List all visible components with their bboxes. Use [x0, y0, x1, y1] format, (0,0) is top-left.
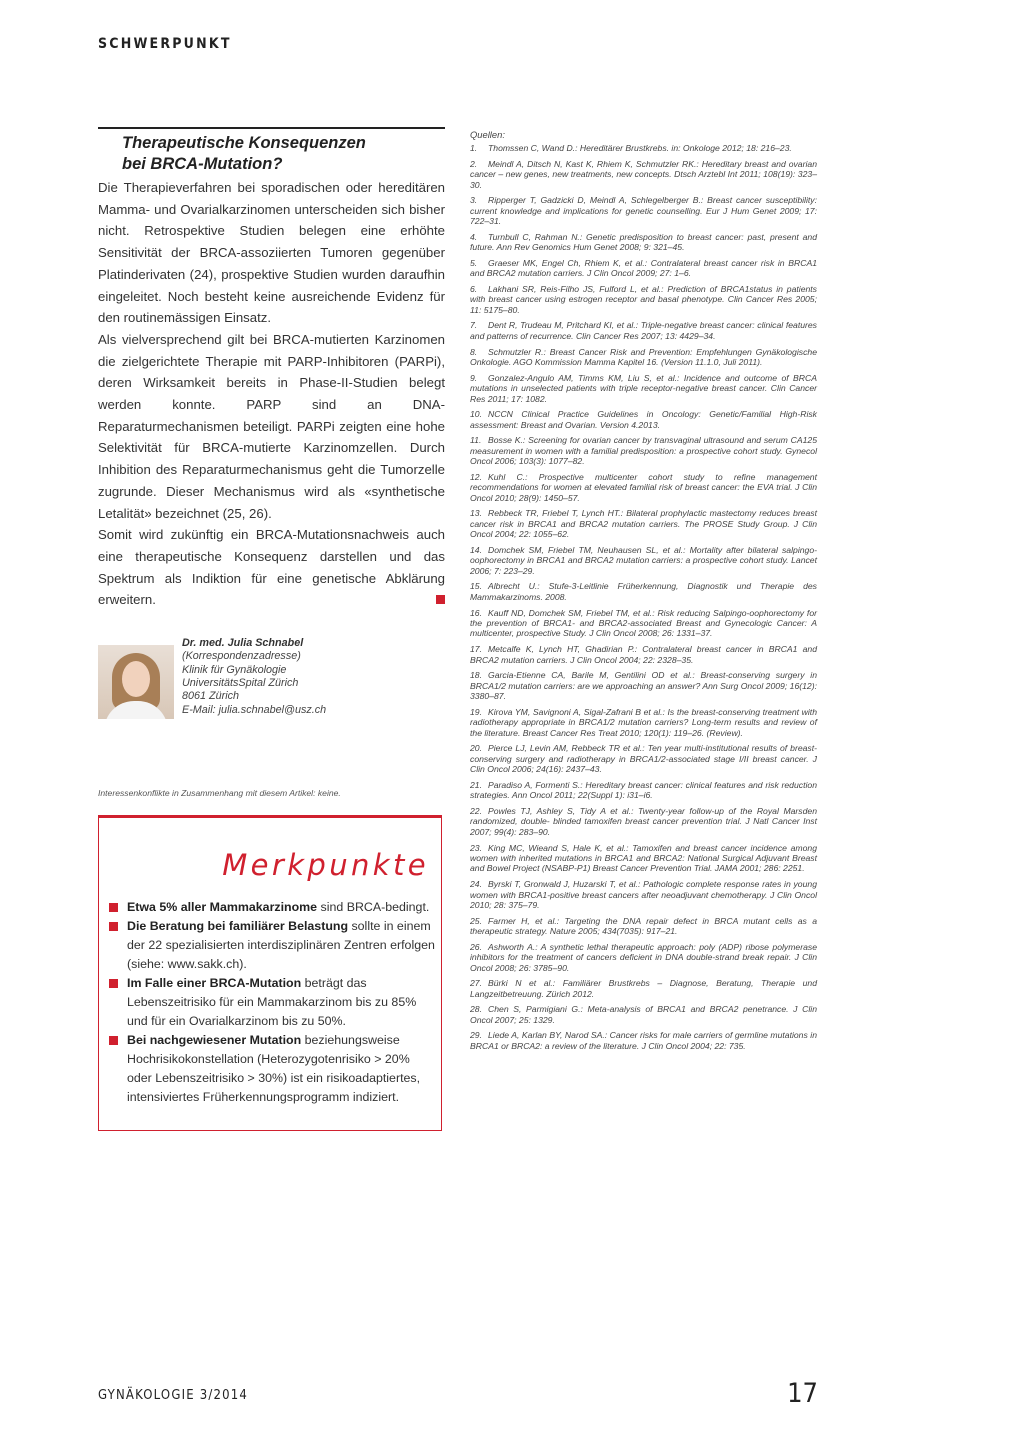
author-photo: [98, 645, 174, 719]
reference-number: 28.: [470, 1004, 482, 1015]
reference-item: [470, 409, 817, 430]
reference-text: Bosse K.: Screening for ovarian cancer by transvaginal ultrasound and serum CA125 measurement in women with a familial predisposition: a prospective cohort study. Gynecol Oncol 2006; 103(3): 1077–82.: [470, 435, 817, 467]
reference-item: [470, 916, 817, 937]
square-bullet-icon: [109, 1036, 118, 1045]
conflict-statement: Interessenkonflikte in Zusammenhang mit diesem Artikel: keine.: [98, 788, 341, 798]
reference-number: 25.: [470, 915, 482, 926]
merkpunkte-title: Merkpunkte: [222, 848, 429, 882]
author-line: Klinik für Gynäkologie: [182, 663, 287, 676]
list-item: [109, 898, 437, 917]
reference-item: [470, 159, 817, 190]
reference-number: 14.: [470, 544, 482, 555]
reference-number: 19.: [470, 706, 482, 717]
author-name: Dr. med. Julia Schnabel: [182, 637, 304, 650]
title-rule: [98, 127, 445, 129]
reference-item: [470, 806, 817, 837]
page-number: 17: [787, 1378, 818, 1409]
reference-item: [470, 644, 817, 665]
reference-item: [470, 942, 817, 973]
reference-item: [470, 373, 817, 404]
reference-item: [470, 978, 817, 999]
item-bold: Bei nachgewiesener Mutation: [127, 1033, 302, 1047]
reference-item: [470, 284, 817, 315]
square-bullet-icon: [109, 979, 118, 988]
article-body: [98, 177, 445, 611]
reference-number: 5.: [470, 257, 478, 268]
reference-number: 7.: [470, 320, 478, 331]
reference-item: [470, 508, 817, 539]
item-text: beziehungsweise Hochrisikokonstellation (Heterozygotenrisiko > 20% oder Lebenszeitrisiko > 30%) ist ein risikoadaptiertes, intensiviertes Früherkennungsprogramm indiziert.: [127, 1033, 421, 1104]
reference-text: Garcia-Etienne CA, Barile M, Gentilini OD et al.: Breast-conserving surgery in BRCA1/2 mutation carriers: are we approaching an answer? Ann Surg Oncol 2009; 16(12): 3380–87.: [470, 670, 817, 702]
reference-number: 12.: [470, 471, 482, 482]
reference-text: Kirova YM, Savignoni A, Sigal-Zafrani B et al.: Is the breast-conserving treatment with radiotherapy appropriate in BRCA1/2 mutation carriers? Long-term results and review of the literature. Breast Cancer Res Treat 2010; 120(1): 119–26. (Review).: [470, 706, 817, 738]
reference-number: 20.: [470, 743, 482, 754]
reference-number: 21.: [470, 779, 482, 790]
reference-text: Ripperger T, Gadzicki D, Meindl A, Schlegelberger B.: Breast cancer susceptibility: current knowledge and implications for genetic counselling. Eur J Hum Genet 2009; 17: 722–31.: [470, 195, 817, 227]
item-text: sind BRCA-bedingt.: [317, 900, 430, 914]
reference-number: 9.: [470, 372, 478, 383]
reference-text: Graeser MK, Engel Ch, Rhiem K, et al.: Contralateral breast cancer risk in BRCA1 and BRCA2 mutation carriers. J Clin Oncol 2009; 27: 1–6.: [470, 257, 817, 279]
reference-number: 13.: [470, 508, 482, 519]
item-text: sollte in einem der 22 spezialisierten interdisziplinären Zentren erfolgen (siehe: www.sakk.ch).: [127, 919, 435, 971]
reference-number: 24.: [470, 879, 482, 890]
reference-text: NCCN Clinical Practice Guidelines in Oncology: Genetic/Familial High-Risk assessment: Breast and Ovarian. Version 4.2013.: [470, 409, 817, 430]
list-item: [109, 1031, 437, 1107]
reference-text: Liede A, Karlan BY, Narod SA.: Cancer risks for male carriers of germline mutations in BRCA1 or BRCA2: a review of the literature. J Clin Oncol 2004; 22: 735.: [470, 1030, 817, 1051]
item-bold: Die Beratung bei familiärer Belastung: [127, 919, 349, 933]
section-title-line2: bei BRCA-Mutation?: [122, 155, 283, 173]
reference-number: 17.: [470, 644, 482, 655]
reference-item: [470, 1030, 817, 1051]
reference-text: Bürki N et al.: Familiärer Brustkrebs – Diagnose, Beratung, Therapie und Langzeitbetreuung. Zürich 2012.: [470, 978, 817, 999]
reference-item: [470, 670, 817, 701]
reference-text: Rebbeck TR, Friebel T, Lynch HT.: Bilateral prophylactic mastectomy reduces breast cancer risk in BRCA1 and BRCA2 mutation carriers. The PROSE Study Group. J Clin Oncol 2004; 22: 1055–62.: [470, 508, 817, 540]
reference-item: [470, 743, 817, 774]
reference-item: [470, 843, 817, 874]
square-bullet-icon: [109, 903, 118, 912]
reference-number: 27.: [470, 978, 482, 989]
reference-item: [470, 780, 817, 801]
reference-number: 3.: [470, 195, 478, 206]
reference-number: 22.: [470, 805, 482, 816]
reference-text: Schmutzler R.: Breast Cancer Risk and Prevention: Empfehlungen Gynäkologische Onkologie. AGO Kommission Mamma Kapitel 16. (Version 11.1.0, Juli 2011).: [470, 346, 817, 368]
list-item: [109, 974, 437, 1031]
reference-text: King MC, Wieand S, Hale K, et al.: Tamoxifen and breast cancer incidence among women with inherited mutations in BRCA1 and BRCA2: National Surgical Adjuvant Breast and Bowel Project (NSABP-P1) Breast Cancer Prevention Trial. JAMA 2001; 286: 2251.: [470, 842, 817, 874]
reference-item: [470, 258, 817, 279]
reference-item: [470, 195, 817, 226]
reference-number: 4.: [470, 231, 478, 242]
reference-item: [470, 707, 817, 738]
author-block: [98, 637, 445, 721]
reference-item: [470, 1004, 817, 1025]
reference-item: [470, 435, 817, 466]
reference-text: Farmer H, et al.: Targeting the DNA repair defect in BRCA mutant cells as a therapeutic strategy. Nature 2005; 434(7035): 917–21.: [470, 915, 817, 937]
author-line: 8061 Zürich: [182, 690, 240, 703]
reference-item: [470, 545, 817, 576]
list-item: [109, 917, 437, 974]
reference-text: Byrski T, Gronwald J, Huzarski T, et al.: Pathologic complete response rates in young women with BRCA1-positive breast cancers after neoadjuvant chemotherapy. J Clin Oncol 2010; 28: 375–79.: [470, 879, 817, 910]
item-bold: Etwa 5% aller Mammakarzinome: [127, 900, 318, 914]
reference-text: Chen S, Parmigiani G.: Meta-analysis of BRCA1 and BRCA2 penetrance. J Clin Oncol 2007; 25: 1329.: [470, 1004, 817, 1025]
reference-text: Pierce LJ, Levin AM, Rebbeck TR et al.: Ten year multi-institutional results of breast-conserving surgery and radiotherapy in BRCA1/2-associated stage I/II breast cancer. J Clin Oncol 2006; 24(16): 2437–43.: [470, 743, 817, 775]
reference-number: 15.: [470, 581, 482, 592]
author-line: (Korrespondenzadresse): [182, 650, 301, 663]
reference-item: [470, 232, 817, 253]
reference-number: 26.: [470, 941, 482, 952]
reference-text: Domchek SM, Friebel TM, Neuhausen SL, et al.: Mortality after bilateral salpingo-oophorectomy in BRCA1 and BRCA2 mutation carriers: a prospective cohort study. Lancet 2006; 7: 223–29.: [470, 544, 817, 576]
end-of-article-mark: [436, 595, 445, 604]
reference-item: [470, 472, 817, 503]
square-bullet-icon: [109, 922, 118, 931]
author-line: UniversitätsSpital Zürich: [182, 676, 299, 689]
references-label: Quellen:: [470, 129, 505, 140]
reference-number: 11.: [470, 435, 482, 446]
reference-number: 16.: [470, 607, 482, 618]
section-title-line1: Therapeutische Konsequenzen: [122, 134, 366, 152]
item-text: beträgt das Lebenszeitrisiko für ein Mammakarzinom bis zu 85% und für ein Ovarialkarzinom bis zu 50%.: [127, 976, 417, 1028]
reference-text: Powles TJ, Ashley S, Tidy A et al.: Twenty-year follow-up of the Royal Marsden randomized, double- blinded tamoxifen breast cancer prevention trial. J Natl Cancer Inst 2007; 99(4): 283–90.: [470, 805, 817, 837]
paragraph: Als vielversprechend gilt bei BRCA-mutierten Karzinomen die zielgerichtete Therapie mit PARP-Inhibitoren (PARPi), deren Wirksamkeit bereits in Phase-II-Studien belegt werden konnte. PARP sind an DNA-Reparaturmechanismen beteiligt. PARPi zeigten eine hohe Selektivität für BRCA-mutierte Karzinomzellen. Durch Inhibition des Reparaturmechanismus geht die Tumorzelle zugrunde. Dieser Mechanismus wird als «synthetische Letalität» bezeichnet (25, 26).: [98, 331, 445, 521]
section-title: [122, 133, 445, 175]
reference-item: [470, 143, 817, 153]
merkpunkte-list: [109, 898, 437, 1107]
item-bold: Im Falle einer BRCA-Mutation: [127, 976, 302, 990]
reference-item: [470, 608, 817, 639]
section-header: SCHWERPUNKT: [98, 36, 232, 52]
reference-number: 6.: [470, 283, 478, 294]
reference-text: Albrecht U.: Stufe-3-Leitlinie Früherkennung, Diagnostik und Therapie des Mammakarzinoms. 2008.: [470, 581, 817, 602]
reference-number: 8.: [470, 346, 478, 357]
reference-text: Kauff ND, Domchek SM, Friebel TM, et al.: Risk reducing Salpingo-oophorectomy for the prevention of BRCA1- and BRCA2-associated Breast and Gynecologic Cancer: A multicenter, prospective Study. J Clin Oncol 2008; 26: 1331–37.: [470, 607, 817, 639]
author-info: [182, 637, 326, 717]
reference-text: Thomssen C, Wand D.: Hereditärer Brustkrebs. in: Onkologe 2012; 18: 216–23.: [488, 143, 792, 153]
paragraph: [98, 524, 445, 611]
reference-item: [470, 347, 817, 368]
article-column: [98, 127, 445, 721]
reference-number: 18.: [470, 670, 482, 681]
reference-item: [470, 581, 817, 602]
paragraph-text: Somit wird zukünftig ein BRCA-Mutationsnachweis auch eine therapeutische Konsequenz darstellen und das Spektrum als Indiktion für eine genetische Abklärung erweitern.: [98, 527, 445, 608]
reference-text: Paradiso A, Formenti S.: Hereditary breast cancer: clinical features and risk reduction strategies. Ann Oncol 2011; 22(Suppl 1): i31–i6.: [470, 779, 817, 801]
reference-text: Ashworth A.: A synthetic lethal therapeutic approach: poly (ADP) ribose polymerase inhibitors for the treatment of cancers deficient in DNA double-strand break repair. J Clin Oncol 2008; 26: 3785–90.: [470, 941, 817, 973]
reference-number: 1.: [470, 143, 478, 153]
footer-journal: GYNÄKOLOGIE 3/2014: [98, 1388, 249, 1403]
reference-number: 29.: [470, 1030, 482, 1041]
reference-number: 10.: [470, 409, 482, 420]
reference-text: Turnbull C, Rahman N.: Genetic predisposition to breast cancer: past, present and future. Ann Rev Genomics Hum Genet 2008; 9: 321–45.: [470, 231, 817, 253]
merkpunkte-box: [98, 815, 442, 1131]
paragraph: Die Therapieverfahren bei sporadischen oder hereditären Mamma- und Ovarialkarzinomen unterscheiden sich bisher nicht. Retrospektive Studien belegen eine erhöhte Sensitivität der BRCA-assoziierten Tumoren gegenüber Platinderivaten (24), prospektive Studien wurden daraufhin eingeleitet. Noch besteht keine ausreichende Evidenz für den routinemässigen Einsatz.: [98, 180, 445, 326]
reference-number: 23.: [470, 842, 482, 853]
reference-text: Metcalfe K, Lynch HT, Ghadirian P.: Contralateral breast cancer in BRCA1 and BRCA2 mutation carriers. J Clin Oncol 2004; 22: 2328–35.: [470, 644, 817, 665]
reference-text: Kuhl C.: Prospective multicenter cohort study to refine management recommendations for women at elevated familial risk of breast cancer: the EVA trial. J Clin Oncol 2010; 28(9): 1450–57.: [470, 471, 817, 503]
reference-text: Dent R, Trudeau M, Pritchard KI, et al.: Triple-negative breast cancer: clinical features and patterns of recurrence. Clin Cancer Res 2007; 13: 4429–34.: [470, 320, 817, 341]
references-column: [470, 129, 817, 1057]
reference-text: Meindl A, Ditsch N, Kast K, Rhiem K, Schmutzler RK.: Hereditary breast and ovarian cancer – new genes, new treatments, new concepts. Dtsch Arztebl Int 2011; 108(19): 323–30.: [470, 158, 817, 190]
reference-item: [470, 320, 817, 341]
reference-item: [470, 879, 817, 910]
reference-text: Gonzalez-Angulo AM, Timms KM, Liu S, et al.: Incidence and outcome of BRCA mutations in unselected patients with triple receptor-negative breast cancer. Clin Cancer Res 2011; 17: 1082.: [470, 372, 817, 404]
reference-number: 2.: [470, 158, 478, 169]
reference-text: Lakhani SR, Reis-Filho JS, Fulford L, et al.: Prediction of BRCA1status in patients with breast cancer using estrogen receptor and basal phenotype. Clin Cancer Res 2005; 11: 5175–80.: [470, 283, 817, 315]
author-email: E-Mail: julia.schnabel@usz.ch: [182, 703, 327, 716]
